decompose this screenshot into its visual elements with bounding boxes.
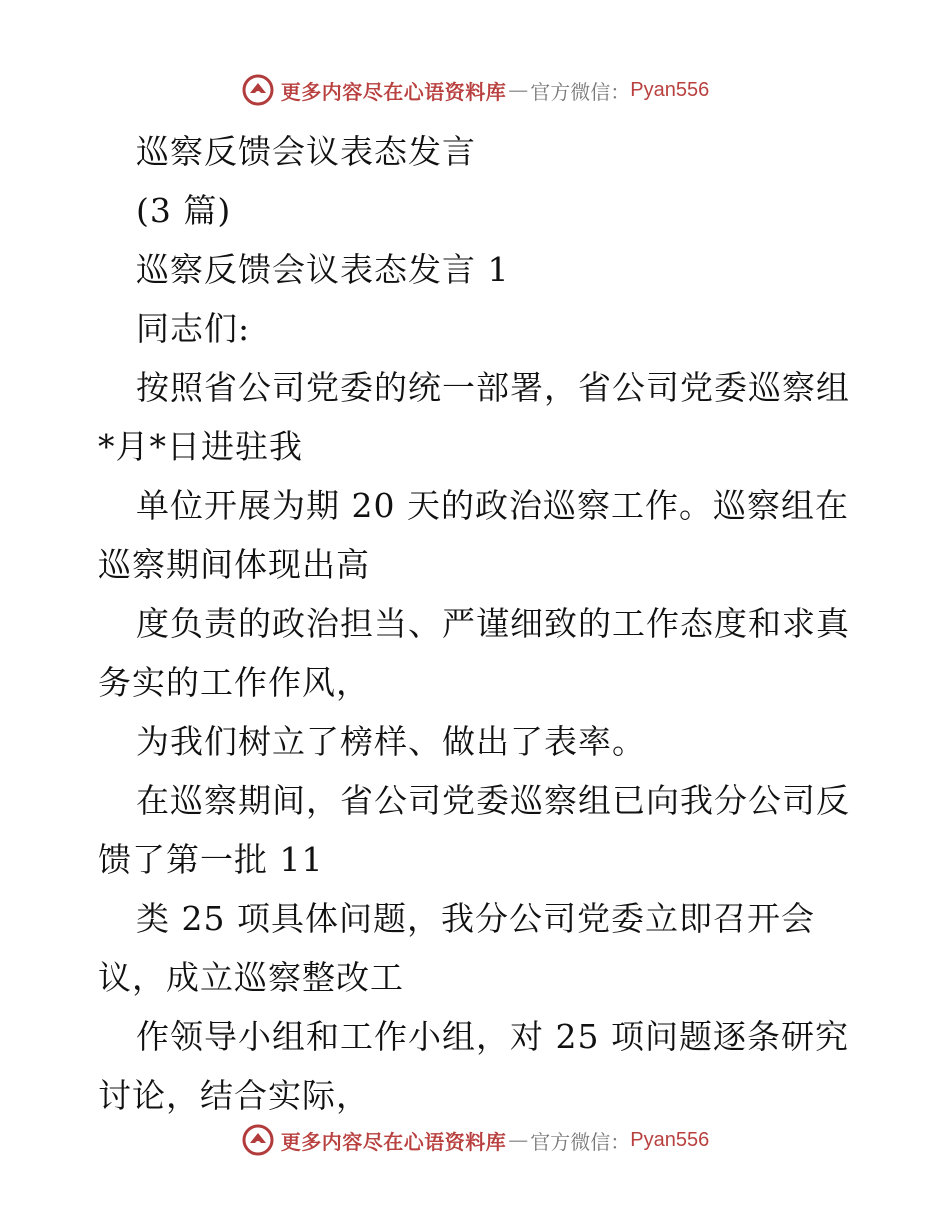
watermark-account: Pyan556 bbox=[630, 78, 710, 101]
body-line: 按照省公司党委的统一部署，省公司党委巡察组 bbox=[136, 368, 850, 407]
body-line: 度负责的政治担当、严谨细致的工作态度和求真 bbox=[136, 604, 850, 643]
doc-title: 巡察反馈会议表态发言 bbox=[136, 132, 476, 171]
salutation: 同志们: bbox=[136, 309, 251, 348]
watermark-footer bbox=[0, 1120, 950, 1160]
brand-logo-icon bbox=[241, 1123, 275, 1157]
document-body bbox=[98, 122, 858, 1125]
body-line: 为我们树立了榜样、做出了表率。 bbox=[136, 722, 646, 761]
doc-subtitle: (3 篇) bbox=[136, 191, 232, 230]
watermark-wechat-label: 官方微信： bbox=[530, 1129, 631, 1154]
body-line: 单位开展为期 20 天的政治巡察工作。巡察组在 bbox=[136, 486, 849, 525]
watermark-header bbox=[0, 70, 950, 110]
section-heading: 巡察反馈会议表态发言 1 bbox=[136, 250, 510, 289]
body-line: 议，成立巡察整改工 bbox=[98, 958, 404, 997]
watermark-brand: 更多内容尽在心语资料库 bbox=[280, 1129, 507, 1154]
watermark-dash: — bbox=[508, 78, 529, 102]
brand-logo-icon bbox=[241, 73, 275, 107]
watermark-brand: 更多内容尽在心语资料库 bbox=[280, 79, 507, 104]
watermark-account: Pyan556 bbox=[630, 1128, 710, 1151]
body-line: 务实的工作作风， bbox=[98, 663, 370, 702]
body-line: *月*日进驻我 bbox=[98, 427, 303, 466]
body-line: 巡察期间体现出高 bbox=[98, 545, 370, 584]
body-line: 类 25 项具体问题，我分公司党委立即召开会 bbox=[136, 899, 815, 938]
watermark-dash: — bbox=[508, 1128, 529, 1152]
body-line: 馈了第一批 11 bbox=[98, 840, 324, 879]
watermark-wechat-label: 官方微信： bbox=[530, 79, 631, 104]
body-line: 在巡察期间，省公司党委巡察组已向我分公司反 bbox=[136, 781, 850, 820]
body-line: 作领导小组和工作小组，对 25 项问题逐条研究 bbox=[136, 1017, 849, 1056]
body-line: 讨论，结合实际， bbox=[98, 1076, 370, 1115]
